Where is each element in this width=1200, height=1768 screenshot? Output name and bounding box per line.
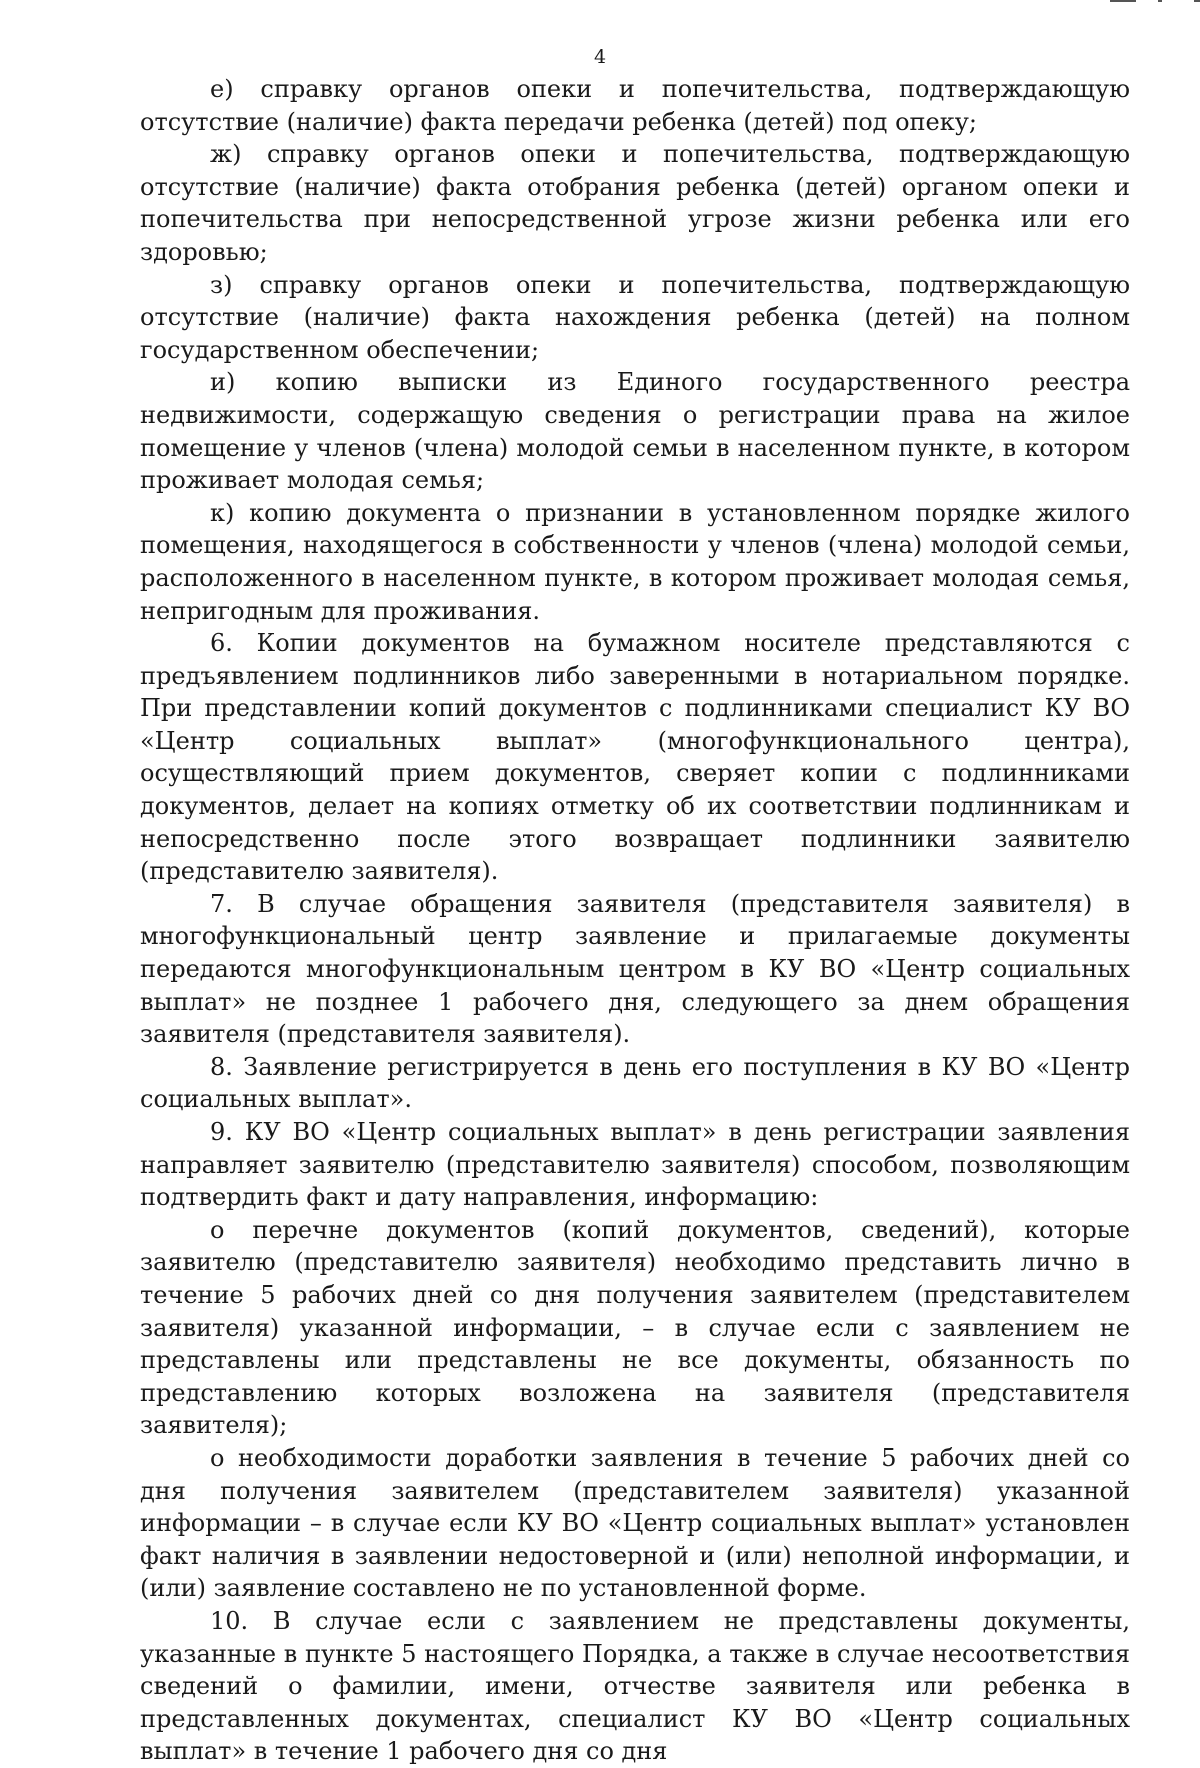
paragraph-item-k: к) копию документа о признании в установленном порядке жилого помещения, находящегося в собственности у членов (члена) молодой семьи, расположенного в населенном пункте, в котором проживает молодая семья, непригодным для проживания. (140, 498, 1130, 625)
paragraph-item-z: з) справку органов опеки и попечительства, подтверждающую отсутствие (наличие) факта нахождения ребенка (детей) на полном государственном обеспечении; (140, 270, 1130, 364)
paragraph-section-10: 10. В случае если с заявлением не представлены документы, указанные в пункте 5 настоящего Порядка, а также в случае несоответствия сведений о фамилии, имени, отчестве заявителя или ребенка в представленных документах, специалист КУ ВО «Центр социальных выплат» в течение 1 рабочего дня со дня (140, 1606, 1130, 1766)
paragraph-section-9-document-list: о перечне документов (копий документов, сведений), которые заявителю (представителю заявителя) необходимо представить лично в течение 5 рабочих дней со дня получения заявителем (представителем заявителя) указанной информации, – в случае если с заявлением не представлены или представлены не все документы, обязанность по представлению которых возложена на заявителя (представителя заявителя); (140, 1215, 1130, 1440)
paragraph-section-7: 7. В случае обращения заявителя (представителя заявителя) в многофункциональный центр заявление и прилагаемые документы передаются многофункциональным центром в КУ ВО «Центр социальных выплат» не позднее 1 рабочего дня, следующего за днем обращения заявителя (представителя заявителя). (140, 889, 1130, 1049)
paragraph-section-6: 6. Копии документов на бумажном носителе представляются с предъявлением подлинников либо заверенными в нотариальном порядке. При представлении копий документов с подлинниками специалист КУ ВО «Центр социальных выплат» (многофункционального центра), осуществляющий прием документов, сверяет копии с подлинниками документов, делает на копиях отметку об их соответствии подлинникам и непосредственно после этого возвращает подлинники заявителю (представителю заявителя). (140, 629, 1130, 886)
paragraph-section-8: 8. Заявление регистрируется в день его поступления в КУ ВО «Центр социальных выплат». (140, 1052, 1130, 1114)
paragraph-item-e: е) справку органов опеки и попечительства, подтверждающую отсутствие (наличие) факта передачи ребенка (детей) под опеку; (140, 75, 1130, 136)
scan-edge-mark (1070, 0, 1200, 14)
paragraph-section-9: 9. КУ ВО «Центр социальных выплат» в день регистрации заявления направляет заявителю (представителю заявителя) способом, позволяющим подтвердить факт и дату направления, информацию: (140, 1118, 1130, 1212)
paragraph-section-9-revision: о необходимости доработки заявления в течение 5 рабочих дней со дня получения заявителем (представителем заявителя) указанной информации – в случае если КУ ВО «Центр социальных выплат» установлен факт наличия в заявлении недостоверной и (или) неполной информации, и (или) заявление составлено не по установленной форме. (140, 1443, 1130, 1603)
paragraph-item-zh: ж) справку органов опеки и попечительства, подтверждающую отсутствие (наличие) факта отобрания ребенка (детей) органом опеки и попечительства при непосредственной угрозе жизни ребенка или его здоровью; (140, 140, 1130, 266)
paragraph-item-i: и) копию выписки из Единого государственного реестра недвижимости, содержащую сведения о регистрации права на жилое помещение у членов (члена) молодой семьи в населенном пункте, в котором проживает молодая семья; (140, 368, 1130, 495)
document-body (140, 73, 1130, 1768)
page-number: 4 (593, 46, 607, 68)
